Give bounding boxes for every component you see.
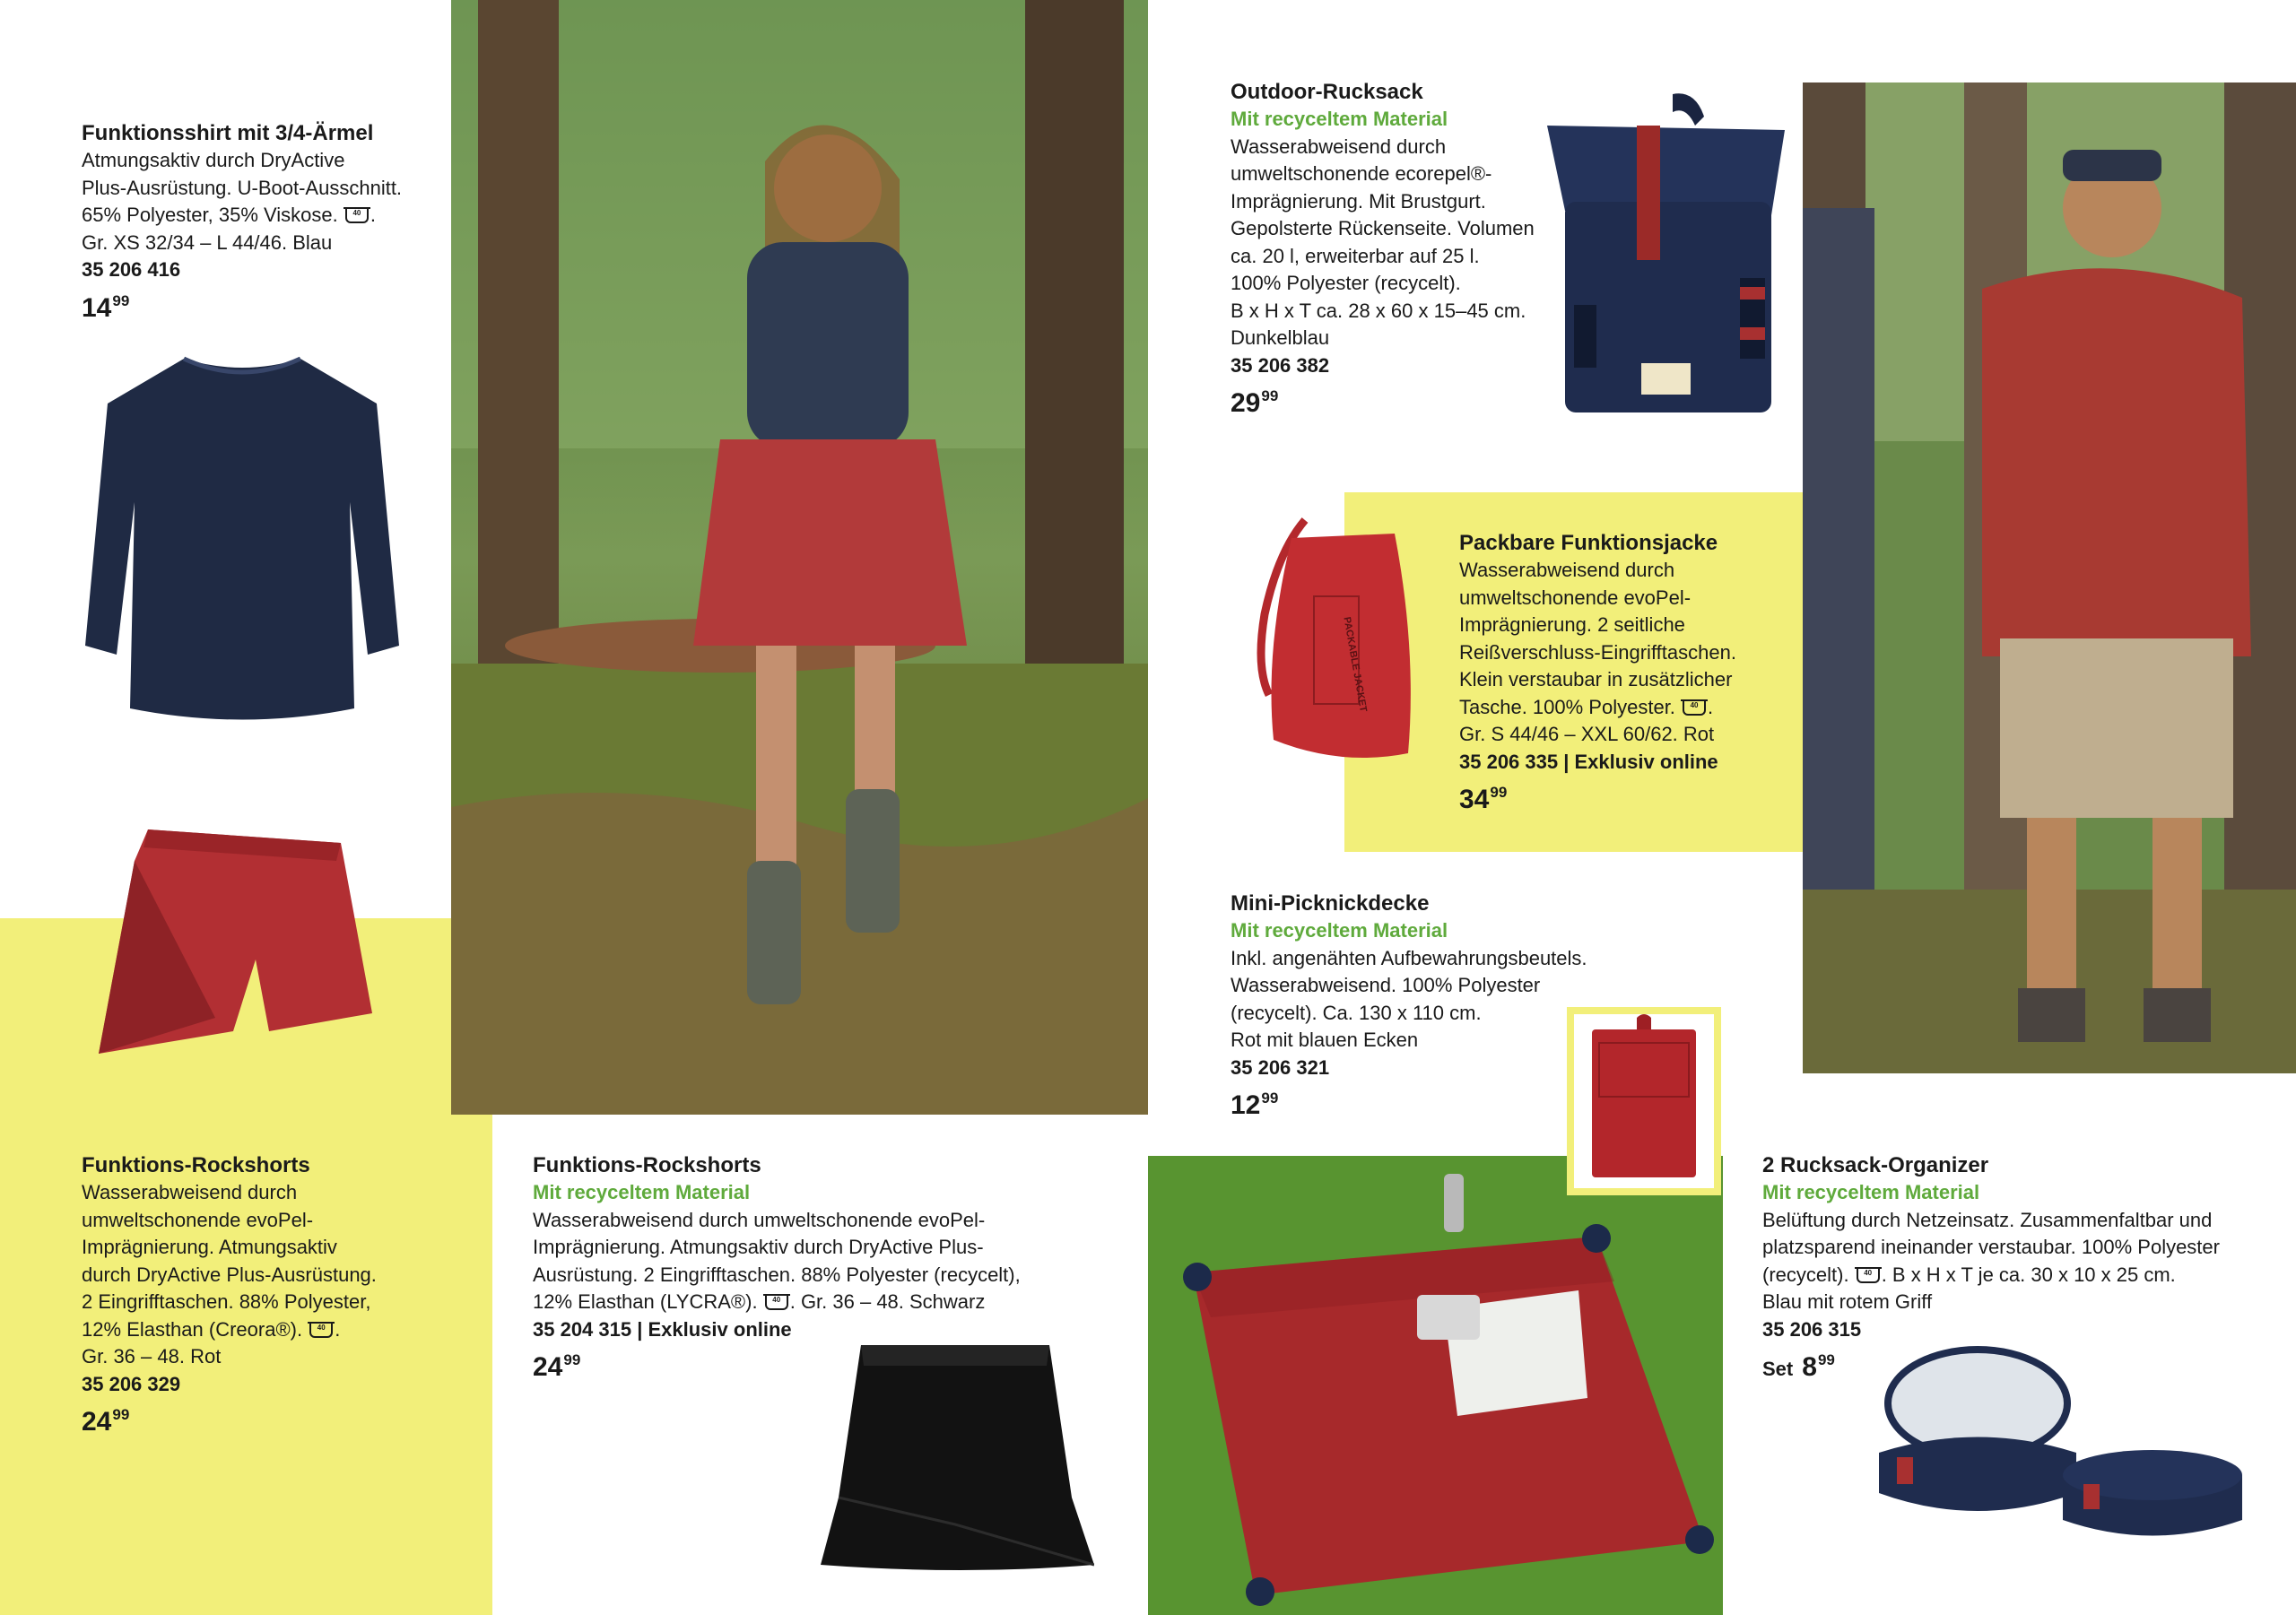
price-main: 8 bbox=[1802, 1352, 1817, 1382]
desc-line: Gepolsterte Rückenseite. Volumen bbox=[1231, 217, 1535, 239]
desc-text: Tasche. 100% Polyester. bbox=[1459, 695, 1675, 718]
price-cents: 99 bbox=[1490, 784, 1508, 801]
desc-line-with-care: 12% Elasthan (LYCRA®). 40 . Gr. 36 – 48. Schwarz bbox=[533, 1289, 1021, 1316]
desc-line: durch DryActive Plus-Ausrüstung. bbox=[82, 1263, 377, 1286]
price bbox=[1231, 383, 1535, 418]
desc-line-with-care: 65% Polyester, 35% Viskose. 40 . bbox=[82, 202, 402, 230]
recycled-label: Mit recyceltem Material bbox=[1762, 1181, 1980, 1203]
desc-text: Gr. 36 – 48. Schwarz bbox=[800, 1290, 986, 1313]
desc-line: Plus-Ausrüstung. U-Boot-Ausschnitt. bbox=[82, 176, 403, 199]
wash-care-icon bbox=[345, 207, 369, 223]
product-backpack bbox=[1231, 79, 1535, 418]
desc-line: Imprägnierung. Atmungsaktiv bbox=[82, 1236, 337, 1258]
wash-care-icon bbox=[765, 1294, 788, 1310]
product-title: Funktionsshirt mit 3/4-Ärmel bbox=[82, 121, 374, 145]
recycled-label: Mit recyceltem Material bbox=[1231, 919, 1448, 942]
price-prefix: Set bbox=[1762, 1358, 1794, 1380]
desc-line: Inkl. angenähten Aufbewahrungsbeutels. bbox=[1231, 946, 1587, 969]
article-number: 35 206 335 | Exklusiv online bbox=[1459, 750, 1718, 773]
product-jacket bbox=[1459, 530, 1736, 814]
desc-line: umweltschonende evoPel- bbox=[82, 1208, 314, 1231]
desc-line: Ausrüstung. 2 Eingrifftaschen. 88% Polyester (recycelt), bbox=[533, 1263, 1021, 1286]
black-rockshorts-image bbox=[821, 1341, 1094, 1576]
desc-line: umweltschonende ecorepel®- bbox=[1231, 162, 1492, 185]
desc-text: 12% Elasthan (Creora®). bbox=[82, 1317, 303, 1341]
wash-care-icon bbox=[1857, 1267, 1880, 1283]
price bbox=[1231, 1085, 1587, 1120]
wash-care-icon bbox=[309, 1322, 333, 1338]
desc-text: 65% Polyester, 35% Viskose. bbox=[82, 204, 338, 226]
desc-line: Gr. S 44/46 – XXL 60/62. Rot bbox=[1459, 723, 1715, 745]
product-title: Funktions-Rockshorts bbox=[82, 1153, 310, 1177]
backpack-image bbox=[1538, 90, 1789, 421]
product-title: 2 Rucksack-Organizer bbox=[1762, 1153, 1989, 1177]
article-number: 35 206 382 bbox=[1231, 353, 1330, 377]
article-number: 35 206 329 bbox=[82, 1372, 181, 1395]
blanket-pouch-image bbox=[1567, 1007, 1721, 1195]
desc-line-with-care: 12% Elasthan (Creora®). 40 . bbox=[82, 1316, 377, 1344]
desc-line: B x H x T ca. 28 x 60 x 15–45 cm. bbox=[1231, 299, 1526, 322]
price-main: 24 bbox=[82, 1407, 112, 1437]
desc-line: (recycelt). Ca. 130 x 110 cm. bbox=[1231, 1001, 1482, 1024]
wash-care-icon bbox=[1683, 699, 1706, 716]
desc-line: Klein verstaubar in zusätzlicher bbox=[1459, 668, 1733, 690]
desc-line: Blau mit rotem Griff bbox=[1762, 1290, 1933, 1313]
desc-line: umweltschonende evoPel- bbox=[1459, 586, 1692, 609]
recycled-label: Mit recyceltem Material bbox=[533, 1181, 751, 1203]
desc-line-with-care: Tasche. 100% Polyester. 40 . bbox=[1459, 694, 1736, 722]
price-main: 34 bbox=[1459, 785, 1490, 814]
desc-text: 12% Elasthan (LYCRA®). bbox=[533, 1290, 758, 1313]
desc-line: Gr. XS 32/34 – L 44/46. Blau bbox=[82, 230, 333, 254]
photo-hikers bbox=[1803, 82, 2296, 1073]
desc-line: Imprägnierung. Mit Brustgurt. bbox=[1231, 189, 1486, 213]
shirt-image bbox=[81, 350, 404, 731]
desc-line: Imprägnierung. 2 seitliche bbox=[1459, 613, 1685, 636]
product-rockshorts-red bbox=[82, 1152, 377, 1437]
photo-woman-forest bbox=[451, 0, 1148, 1115]
product-blanket bbox=[1231, 890, 1587, 1120]
desc-line: 100% Polyester (recycelt). bbox=[1231, 272, 1461, 294]
pouch-label: PACKABLE JACKET bbox=[1341, 616, 1369, 713]
price-cents: 99 bbox=[563, 1351, 581, 1368]
desc-line: Wasserabweisend. 100% Polyester bbox=[1231, 974, 1541, 996]
desc-line: 2 Eingrifftaschen. 88% Polyester, bbox=[82, 1290, 371, 1313]
price bbox=[1459, 779, 1736, 814]
recycled-label: Mit recyceltem Material bbox=[1231, 108, 1448, 130]
desc-line: Imprägnierung. Atmungsaktiv durch DryActive Plus- bbox=[533, 1236, 984, 1258]
desc-text: (recycelt). bbox=[1762, 1263, 1849, 1286]
desc-line: ca. 20 l, erweiterbar auf 25 l. bbox=[1231, 244, 1480, 267]
price bbox=[82, 288, 402, 323]
desc-line: Wasserabweisend durch bbox=[1459, 559, 1675, 581]
article-number: 35 206 416 bbox=[82, 258, 181, 281]
price-cents: 99 bbox=[1261, 1090, 1279, 1107]
desc-line: Dunkelblau bbox=[1231, 326, 1330, 349]
price-cents: 99 bbox=[112, 1406, 130, 1423]
product-title: Mini-Picknickdecke bbox=[1231, 891, 1430, 916]
desc-line: Reißverschluss-Eingrifftaschen. bbox=[1459, 640, 1736, 664]
organizer-image bbox=[1870, 1341, 2247, 1551]
desc-text: . B x H x T je ca. 30 x 10 x 25 cm. bbox=[1881, 1263, 2176, 1286]
desc-line: Atmungsaktiv durch DryActive bbox=[82, 149, 345, 171]
product-shirt bbox=[82, 120, 402, 322]
price-cents: 99 bbox=[1261, 387, 1279, 404]
product-title: Packbare Funktionsjacke bbox=[1459, 531, 1718, 555]
desc-line: Gr. 36 – 48. Rot bbox=[82, 1345, 222, 1368]
red-rockshorts-image bbox=[81, 825, 377, 1054]
price-cents: 99 bbox=[1817, 1351, 1835, 1368]
desc-line: Wasserabweisend durch umweltschonende evoPel- bbox=[533, 1208, 986, 1231]
article-number: 35 206 321 bbox=[1231, 1055, 1330, 1079]
article-number: 35 206 315 bbox=[1762, 1317, 1862, 1341]
product-title: Funktions-Rockshorts bbox=[533, 1153, 761, 1177]
price-main: 29 bbox=[1231, 388, 1261, 418]
desc-line: Wasserabweisend durch bbox=[1231, 135, 1447, 158]
price bbox=[82, 1402, 377, 1437]
desc-line: Rot mit blauen Ecken bbox=[1231, 1029, 1419, 1051]
desc-line: Wasserabweisend durch bbox=[82, 1181, 298, 1203]
jacket-pouch-image bbox=[1251, 516, 1417, 767]
product-title: Outdoor-Rucksack bbox=[1231, 80, 1423, 104]
article-number: 35 204 315 | Exklusiv online bbox=[533, 1317, 792, 1341]
price-main: 24 bbox=[533, 1352, 563, 1382]
price-main: 12 bbox=[1231, 1090, 1261, 1120]
desc-line: platzsparend ineinander verstaubar. 100% Polyester bbox=[1762, 1236, 2220, 1258]
price-main: 14 bbox=[82, 292, 112, 323]
price-cents: 99 bbox=[112, 291, 130, 309]
desc-line-with-care bbox=[1762, 1262, 2220, 1289]
desc-line: Belüftung durch Netzeinsatz. Zusammenfaltbar und bbox=[1762, 1208, 2213, 1231]
photo-picnic-blanket bbox=[1148, 1156, 1723, 1615]
